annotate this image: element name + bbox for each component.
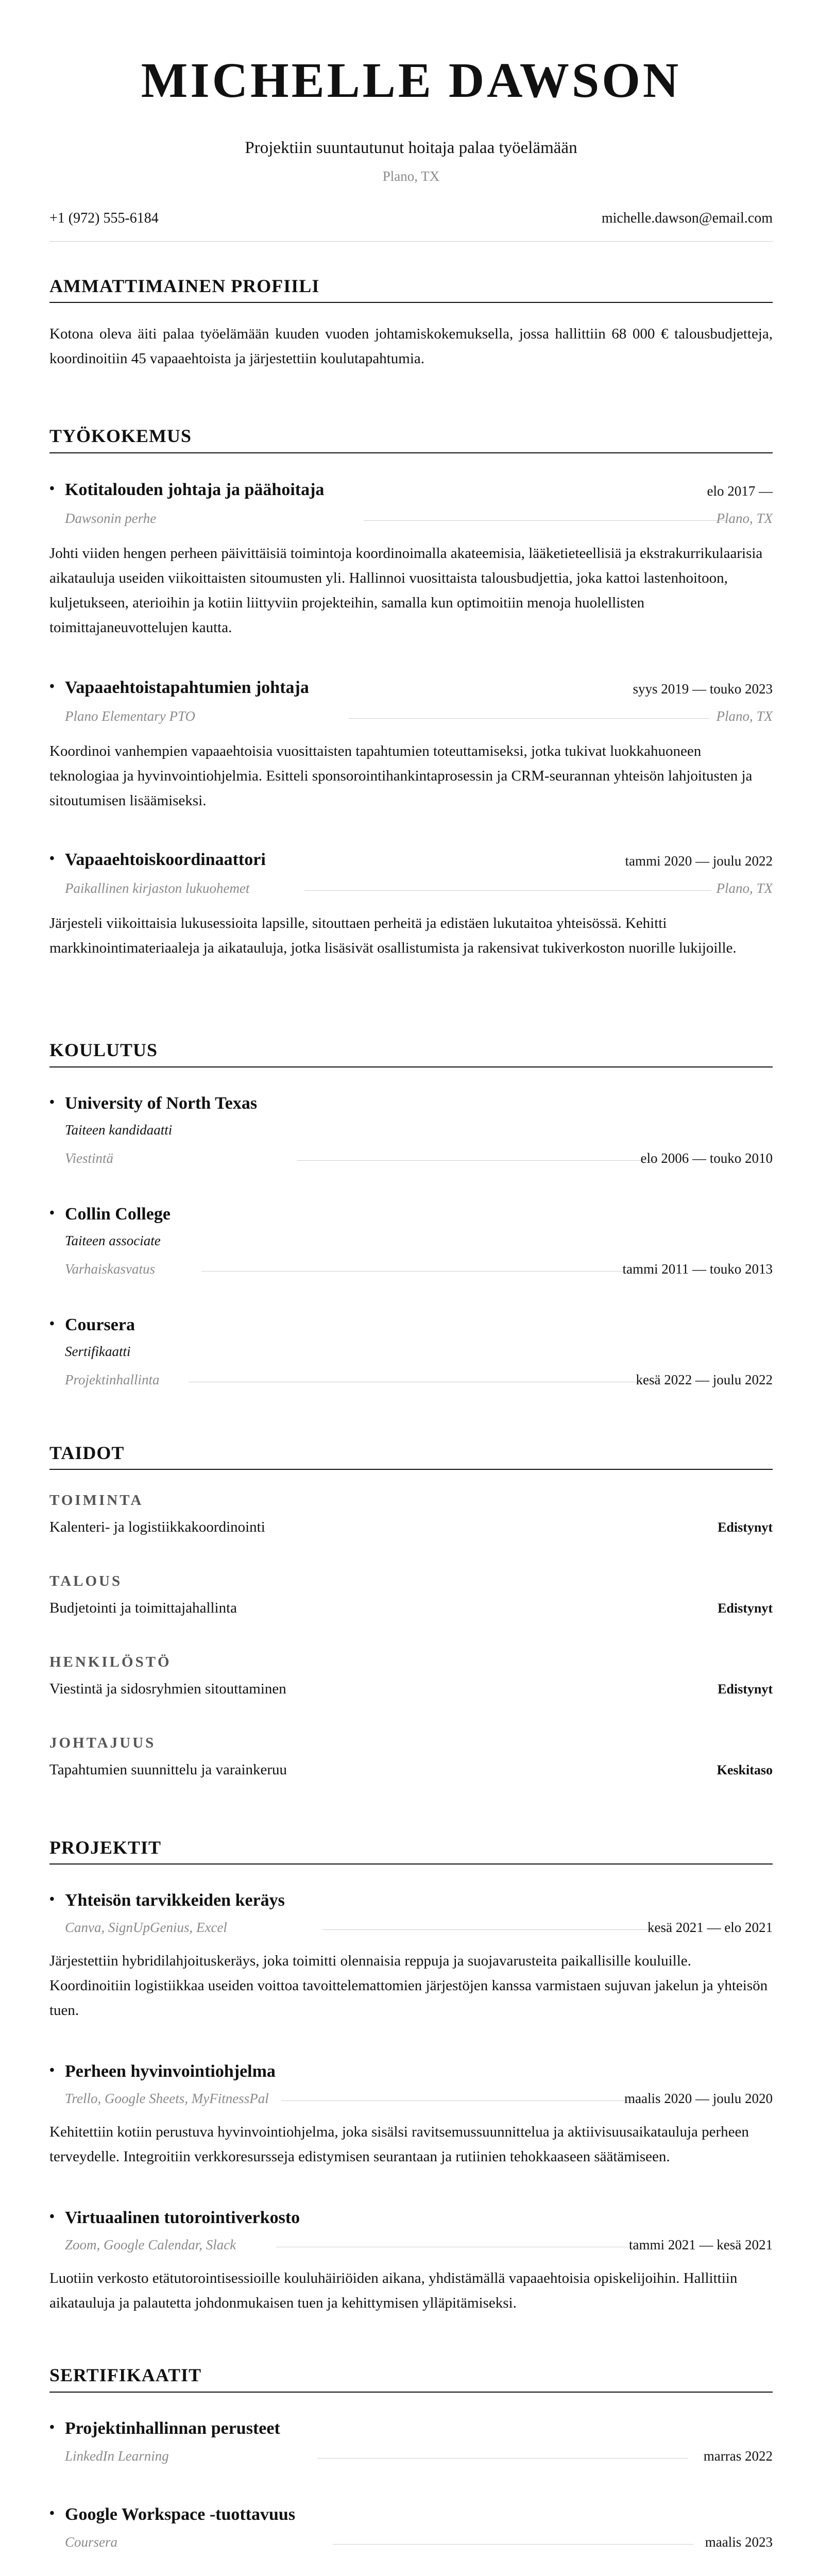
bullet-icon: •	[49, 481, 55, 497]
email-address[interactable]: michelle.dawson@email.com	[601, 210, 773, 226]
dotted-leader	[297, 1160, 657, 1161]
certification-issuer: Coursera	[65, 2534, 118, 2550]
project-tools: Zoom, Google Calendar, Slack	[65, 2237, 236, 2252]
bullet-icon: •	[49, 1891, 55, 1907]
field-of-study: Varhaiskasvatus	[65, 1261, 156, 1277]
dotted-leader	[322, 1929, 673, 1930]
skill-category: JOHTAJUUS	[49, 1735, 156, 1751]
skill-name: Budjetointi ja toimittajahallinta	[49, 1600, 237, 1616]
job-description: Järjesteli viikoittaisia lukusessioita lapsille, sitouttaen perheitä ja edistäen lukutaitoa yhteisössä. Kehitti markkinointimateriaaleja ja aikatauluja, jotka lisäsivät osallistumista ja rakensivat tukiverkoston nuorille lukijoille.	[49, 915, 737, 956]
skill-name: Kalenteri- ja logistiikkakoordinointi	[49, 1519, 265, 1535]
field-of-study: Viestintä	[65, 1150, 113, 1166]
job-organization: Dawsonin perhe	[65, 511, 157, 526]
dotted-leader	[201, 1271, 655, 1272]
project-name: Virtuaalinen tutorointiverkosto	[65, 2208, 300, 2227]
degree: Sertifikaatti	[65, 1344, 131, 1359]
skill-level: Keskitaso	[717, 1762, 773, 1777]
dotted-leader	[348, 718, 709, 719]
section-title-profile: AMMATTIMAINEN PROFIILI	[49, 276, 320, 296]
section-divider	[49, 1863, 773, 1865]
job-location: Plano, TX	[716, 708, 773, 724]
bullet-icon: •	[49, 2062, 55, 2078]
dotted-leader	[281, 2100, 642, 2101]
certification-date: marras 2022	[703, 2448, 773, 2464]
project-description: Järjestettiin hybridilahjoituskeräys, joka toimitti olennaisia reppuja ja suojavarusteita paikallisille kouluille. Koordinoitiin logistiikkaa useiden voittoa tavoittelemattomien järjestöjen kanssa varmistaen sujuvan jakelun ja yhteisön tuen.	[49, 1953, 768, 2019]
header-location: Plano, TX	[382, 168, 440, 184]
degree: Taiteen associate	[65, 1233, 161, 1248]
certification-name: Projektinhallinnan perusteet	[65, 2419, 280, 2438]
certification-name: Google Workspace -tuottavuus	[65, 2505, 296, 2524]
section-divider	[49, 302, 773, 303]
dotted-leader	[333, 2544, 693, 2545]
job-dates: syys 2019 — touko 2023	[633, 681, 773, 697]
bullet-icon: •	[49, 2419, 55, 2435]
bullet-icon: •	[49, 1316, 55, 1332]
section-title-education: KOULUTUS	[49, 1040, 158, 1060]
bullet-icon: •	[49, 2505, 55, 2521]
dotted-leader	[317, 2458, 688, 2459]
school-name: Coursera	[65, 1315, 135, 1334]
section-divider	[49, 1066, 773, 1067]
job-dates: elo 2017 —	[707, 483, 773, 499]
project-name: Yhteisön tarvikkeiden keräys	[65, 1891, 285, 1910]
education-dates: tammi 2011 — touko 2013	[622, 1261, 773, 1277]
certification-issuer: LinkedIn Learning	[65, 2448, 169, 2464]
job-description: Koordinoi vanhempien vapaaehtoisia vuosittaisten tapahtumien toteuttamiseksi, jotka tukivat luokkahuoneen teknologiaa ja hyvinvointiohjelmia. Esitteli sponsorointihankintaprosessin ja CRM-seurannan yhteisön lahjoitusten ja sitoutumisen lisäämiseksi.	[49, 743, 753, 809]
bullet-icon: •	[49, 2209, 55, 2225]
section-title-projects: PROJEKTIT	[49, 1837, 162, 1858]
section-title-experience: TYÖKOKEMUS	[49, 426, 192, 446]
job-title: Vapaaehtoiskoordinaattori	[65, 850, 266, 869]
skill-level: Edistynyt	[718, 1601, 773, 1616]
project-name: Perheen hyvinvointiohjelma	[65, 2062, 276, 2081]
school-name: University of North Texas	[65, 1094, 258, 1113]
bullet-icon: •	[49, 1094, 55, 1110]
school-name: Collin College	[65, 1205, 171, 1224]
project-tools: Trello, Google Sheets, MyFitnessPal	[65, 2091, 269, 2106]
skill-name: Tapahtumien suunnittelu ja varainkeruu	[49, 1761, 287, 1778]
project-description: Kehitettiin kotiin perustuva hyvinvointiohjelma, joka sisälsi ravitsemussuunnittelua ja aktiivisuusaikatauluja perheen terveydelle. Integroitiin verkkoresursseja edistymisen seurantaan ja rutiinien tehokkaaseen säätämiseen.	[49, 2124, 749, 2165]
section-divider	[49, 452, 773, 453]
education-dates: kesä 2022 — joulu 2022	[636, 1372, 773, 1387]
project-dates: tammi 2021 — kesä 2021	[629, 2237, 773, 2252]
project-description: Luotiin verkosto etätutorointisessioille kouluhäiriöiden aikana, yhdistämällä vapaaehtoisia opiskelijoihin. Hallittiin aikatauluja ja palautetta johdonmukaisen tuen ja kehittymisen ylläpitämiseksi.	[49, 2270, 738, 2311]
field-of-study: Projektinhallinta	[65, 1372, 160, 1387]
section-title-skills: TAIDOT	[49, 1443, 125, 1463]
candidate-name: MICHELLE DAWSON	[141, 53, 681, 108]
job-location: Plano, TX	[716, 511, 773, 526]
skill-level: Edistynyt	[718, 1682, 773, 1697]
section-divider	[49, 1469, 773, 1470]
project-dates: kesä 2021 — elo 2021	[647, 1920, 773, 1935]
job-organization: Plano Elementary PTO	[65, 708, 195, 724]
contact-divider	[49, 241, 773, 242]
dotted-leader	[364, 520, 729, 521]
section-divider	[49, 2392, 773, 2393]
bullet-icon: •	[49, 1205, 55, 1221]
job-organization: Paikallinen kirjaston lukuohemet	[65, 880, 250, 896]
job-title: Kotitalouden johtaja ja päähoitaja	[65, 480, 325, 499]
education-dates: elo 2006 — touko 2010	[640, 1150, 773, 1166]
skill-category: TOIMINTA	[49, 1492, 144, 1509]
job-description: Johti viiden hengen perheen päivittäisiä toimintoja koordinoimalla akateemisia, lääketieteellisiä ja ekstrakurrikulaarisia aikatauluja useiden viikoittaisten sitoumusten yli. Hallinnoi vuosittaista talousbudjettia, joka kattoi lastenhoitoon, kuljetukseen, aterioihin ja kotiin liittyviin projekteihin, samalla kun optimoitiin menoja huolellisten toimittajaneuvottelujen kautta.	[49, 545, 763, 636]
job-dates: tammi 2020 — joulu 2022	[625, 853, 773, 869]
degree: Taiteen kandidaatti	[65, 1122, 173, 1138]
bullet-icon: •	[49, 679, 55, 694]
headline: Projektiin suuntautunut hoitaja palaa työelämään	[245, 139, 577, 157]
job-title: Vapaaehtoistapahtumien johtaja	[65, 678, 309, 697]
profile-summary: Kotona oleva äiti palaa työelämään kuuden vuoden johtamiskokemuksella, jossa hallittiin 68 000 € talousbudjetteja, koordinoitiin 45 vapaaehtoista ja järjestettiin koulutapahtumia.	[49, 326, 773, 367]
skill-level: Edistynyt	[718, 1520, 773, 1535]
skill-category: TALOUS	[49, 1573, 123, 1589]
project-dates: maalis 2020 — joulu 2020	[624, 2091, 773, 2106]
dotted-leader	[304, 890, 711, 891]
job-location: Plano, TX	[716, 880, 773, 896]
project-tools: Canva, SignUpGenius, Excel	[65, 1920, 227, 1935]
certification-date: maalis 2023	[705, 2534, 773, 2550]
section-title-certifications: SERTIFIKAATIT	[49, 2365, 202, 2385]
skill-category: HENKILÖSTÖ	[49, 1654, 172, 1670]
phone-number[interactable]: +1 (972) 555-6184	[49, 210, 159, 226]
skill-name: Viestintä ja sidosryhmien sitouttaminen	[49, 1681, 286, 1697]
bullet-icon: •	[49, 851, 55, 867]
